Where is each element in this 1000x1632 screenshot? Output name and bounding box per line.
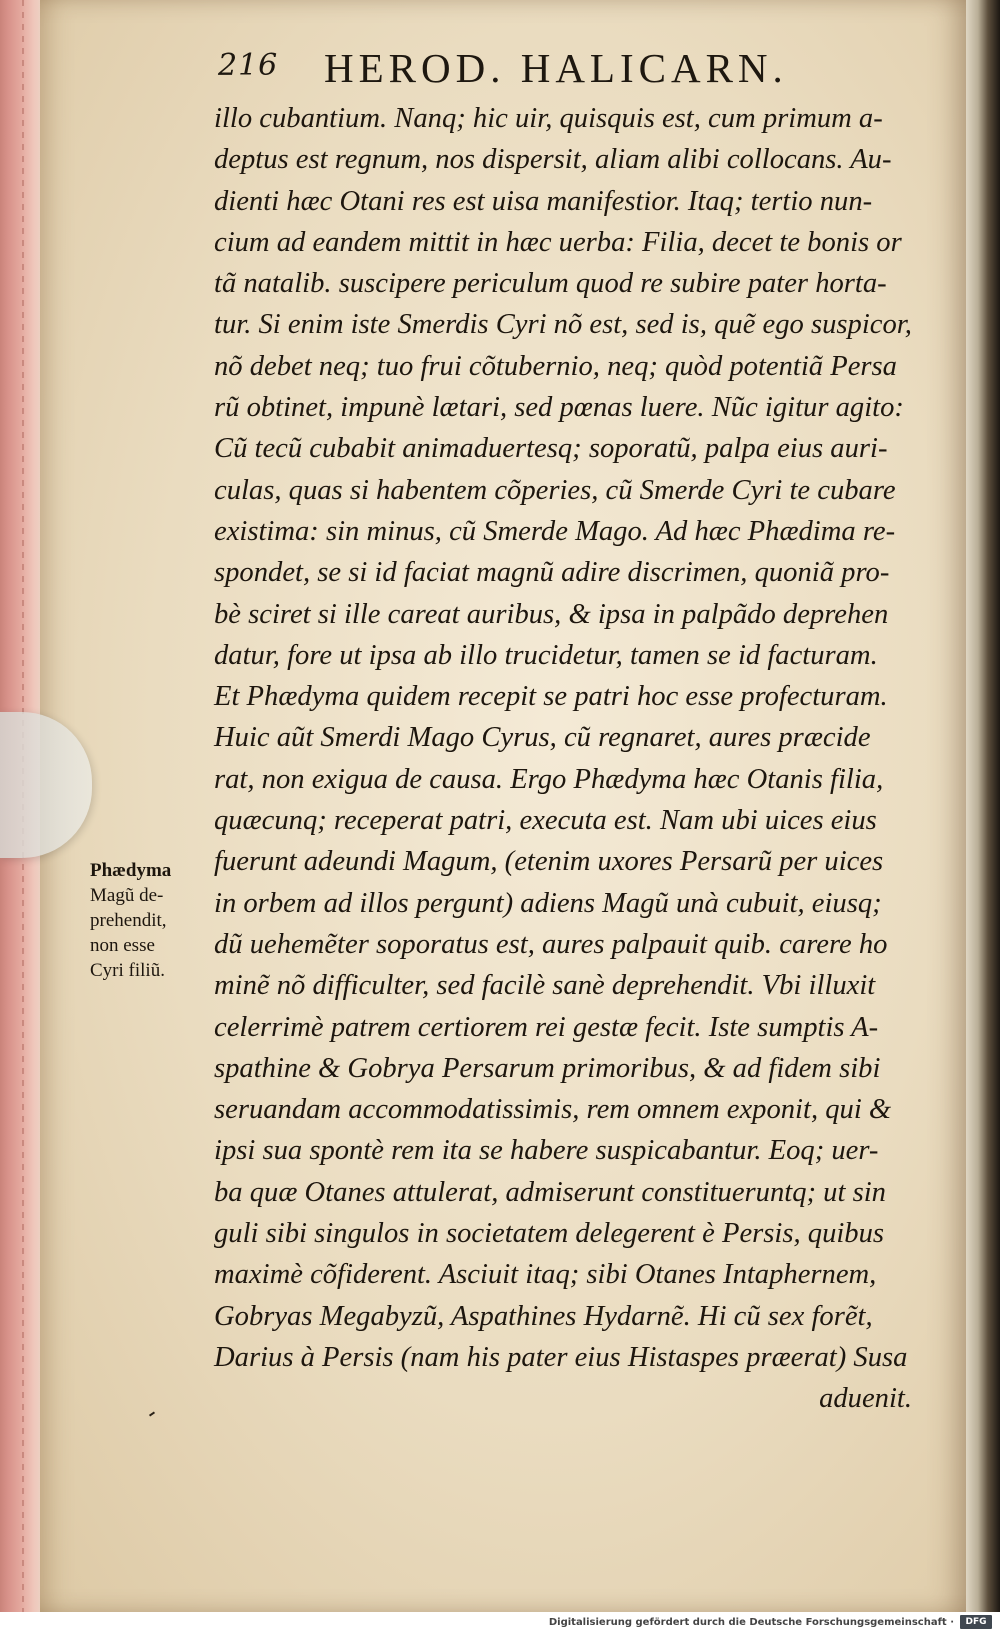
text-line: seruandam accommodatissimis, rem omnem exponit, qui & [214, 1094, 892, 1126]
text-line: Huic aũt Smerdi Mago Cyrus, cũ regnaret, aures præcide [214, 722, 871, 754]
text-line: quæcunq; receperat patri, executa est. Nam ubi uices eius [214, 805, 877, 837]
text-line: rũ obtinet, impunè lætari, sed pœnas luere. Nũc igitur agito: [214, 392, 904, 424]
text-line: cium ad eandem mittit in hæc uerba: Filia, decet te bonis or [214, 226, 902, 258]
marginal-note [90, 858, 210, 983]
text-line: nõ debet neq; tuo frui cõtubernio, neq; quòd potentiã Persa [214, 350, 897, 382]
text-line: illo cubantium. Nanq; hic uir, quisquis est, cum primum a- [214, 103, 883, 134]
text-line: celerrimè patrem certiorem rei gestæ fecit. Iste sumptis A- [214, 1011, 879, 1043]
text-line: culas, quas si habentem cõperies, cũ Smerde Cyri te cubare [214, 474, 896, 506]
marginal-note-line: Magũ de- [90, 885, 164, 906]
text-line: guli sibi singulos in societatem delegerent è Persis, quibus [214, 1218, 885, 1250]
dfg-logo: DFG [960, 1615, 992, 1629]
text-line: in orbem ad illos pergunt) adiens Magũ unà cubuit, eiusq; [214, 887, 882, 919]
text-line: ba quæ Otanes attulerat, admiserunt constitueruntq; ut sin [214, 1176, 886, 1208]
marginal-note-line: prehendit, [90, 910, 167, 931]
text-line: tã natalib. suscipere periculum quod re subire pater horta- [214, 268, 887, 300]
running-head: HEROD. HALICARN. [324, 45, 788, 91]
text-line: rat, non exigua de causa. Ergo Phædyma hæc Otanis filia, [214, 763, 884, 795]
text-line: Gobryas Megabyzũ, Aspathines Hydarnẽ. Hi cũ sex forẽt, [214, 1300, 873, 1332]
text-line: Et Phædyma quidem recepit se patri hoc esse profecturam. [214, 681, 888, 713]
text-line: Darius à Persis (nam his pater eius Histaspes præerat) Susa [214, 1341, 908, 1373]
marginal-note-line: Cyri filiũ. [90, 960, 165, 981]
text-line: dienti hæc Otani res est uisa manifestior. Itaq; tertio nun- [214, 185, 873, 217]
page-number: 216 [218, 48, 279, 83]
text-line: spathine & Gobrya Persarum primoribus, & ad fidem sibi [214, 1052, 881, 1084]
text-line: minẽ nõ difficulter, sed facilè sanè deprehendit. Vbi illuxit [214, 970, 876, 1002]
text-line: spondet, se si id faciat magnũ adire discrimen, quoniã pro- [214, 557, 890, 589]
text-line: tur. Si enim iste Smerdis Cyri nõ est, sed is, quẽ ego suspicor, [214, 309, 912, 341]
marginal-note-line: non esse [90, 935, 155, 956]
page-header [218, 44, 858, 94]
text-line: maximè cõfiderent. Asciuit itaq; sibi Otanes Intaphernem, [214, 1259, 877, 1291]
text-line: bè sciret si ille careat auribus, & ipsa in palpãdo deprehen [214, 598, 889, 630]
text-line: deptus est regnum, nos dispersit, aliam alibi collocans. Au- [214, 144, 892, 176]
funding-credit: Digitalisierung gefördert durch die Deutsche Forschungsgemeinschaft · [548, 1617, 954, 1628]
text-line: datur, fore ut ipsa ab illo trucidetur, tamen se id facturam. [214, 639, 878, 671]
text-line: existima: sin minus, cũ Smerde Mago. Ad hæc Phædima re- [214, 515, 896, 547]
body-text [214, 98, 914, 1420]
marginal-note-line: Phædyma [90, 860, 172, 881]
text-line: fuerunt adeundi Magum, (etenim uxores Persarũ per uices [214, 846, 884, 878]
text-line: dũ uehemẽter soporatus est, aures palpauit quib. carere ho [214, 928, 888, 960]
text-line: ipsi sua spontè rem ita se habere suspicabantur. Eoq; uer- [214, 1135, 879, 1167]
book-spine-edge [966, 0, 1000, 1612]
text-line-catchword: aduenit. [819, 1383, 912, 1415]
text-line: Cũ tecũ cubabit animaduertesq; soporatũ, palpa eius auri- [214, 433, 888, 465]
